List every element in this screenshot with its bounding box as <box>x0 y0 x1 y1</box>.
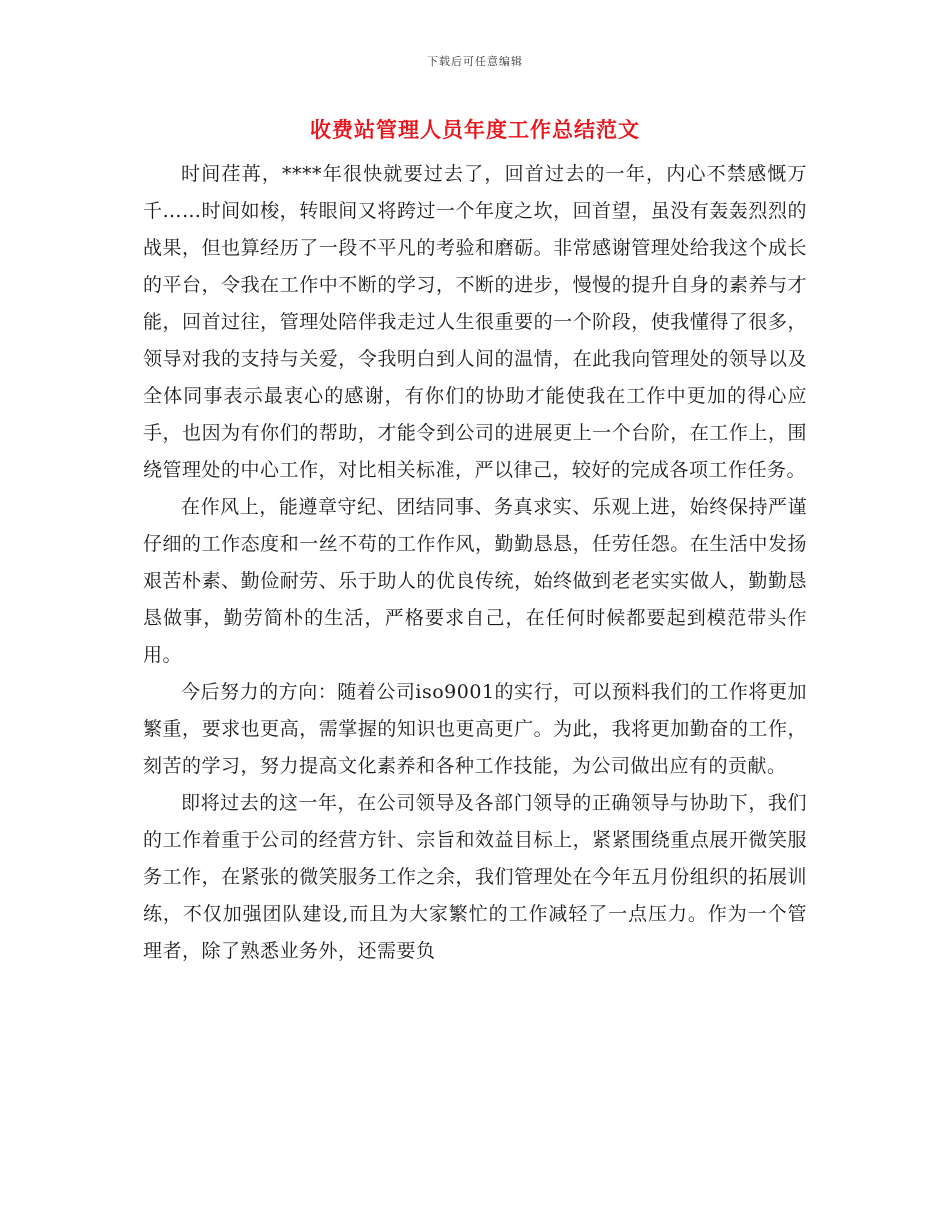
header-note: 下载后可任意编辑 <box>427 55 523 68</box>
document-title: 收费站管理人员年度工作总结范文 <box>310 117 640 142</box>
paragraph-2: 在作风上，能遵章守纪、团结同事、务真求实、乐观上进，始终保持严谨仔细的工作态度和一丝不苟的工作作风，勤勤恳恳，任劳任怨。在生活中发扬艰苦朴素、勤俭耐劳、乐于助人的优良传统，始终做到老老实实做人，勤勤恳恳做事，勤劳简朴的生活，严格要求自己，在任何时候都要起到模范带头作用。 <box>143 496 807 666</box>
paragraph-3: 今后努力的方向：随着公司iso9001的实行，可以预料我们的工作将更加繁重，要求也更高，需掌握的知识也更高更广。为此，我将更加勤奋的工作，刻苦的学习，努力提高文化素养和各种工作技能，为公司做出应有的贡献。 <box>143 681 807 777</box>
paragraph-1: 时间荏苒，****年很快就要过去了，回首过去的一年，内心不禁感慨万千……时间如梭，转眼间又将跨过一个年度之坎，回首望，虽没有轰轰烈烈的战果，但也算经历了一段不平凡的考验和磨砺。非常感谢管理处给我这个成长的平台，令我在工作中不断的学习，不断的进步，慢慢的提升自身的素养与才能，回首过往，管理处陪伴我走过人生很重要的一个阶段，使我懂得了很多，领导对我的支持与关爱，令我明白到人间的温情，在此我向管理处的领导以及全体同事表示最衷心的感谢，有你们的协助才能使我在工作中更加的得心应手，也因为有你们的帮助，才能令到公司的进展更上一个台阶，在工作上，围绕管理处的中心工作，对比相关标准，严以律己，较好的完成各项工作任务。 <box>143 163 807 481</box>
paragraph-4: 即将过去的这一年，在公司领导及各部门领导的正确领导与协助下，我们的工作着重于公司的经营方针、宗旨和效益目标上，紧紧围绕重点展开微笑服务工作，在紧张的微笑服务工作之余，我们管理处在今年五月份组织的拓展训练，不仅加强团队建设,而且为大家繁忙的工作减轻了一点压力。作为一个管理者，除了熟悉业务外，还需要负 <box>143 792 807 962</box>
document-body <box>143 156 807 970</box>
